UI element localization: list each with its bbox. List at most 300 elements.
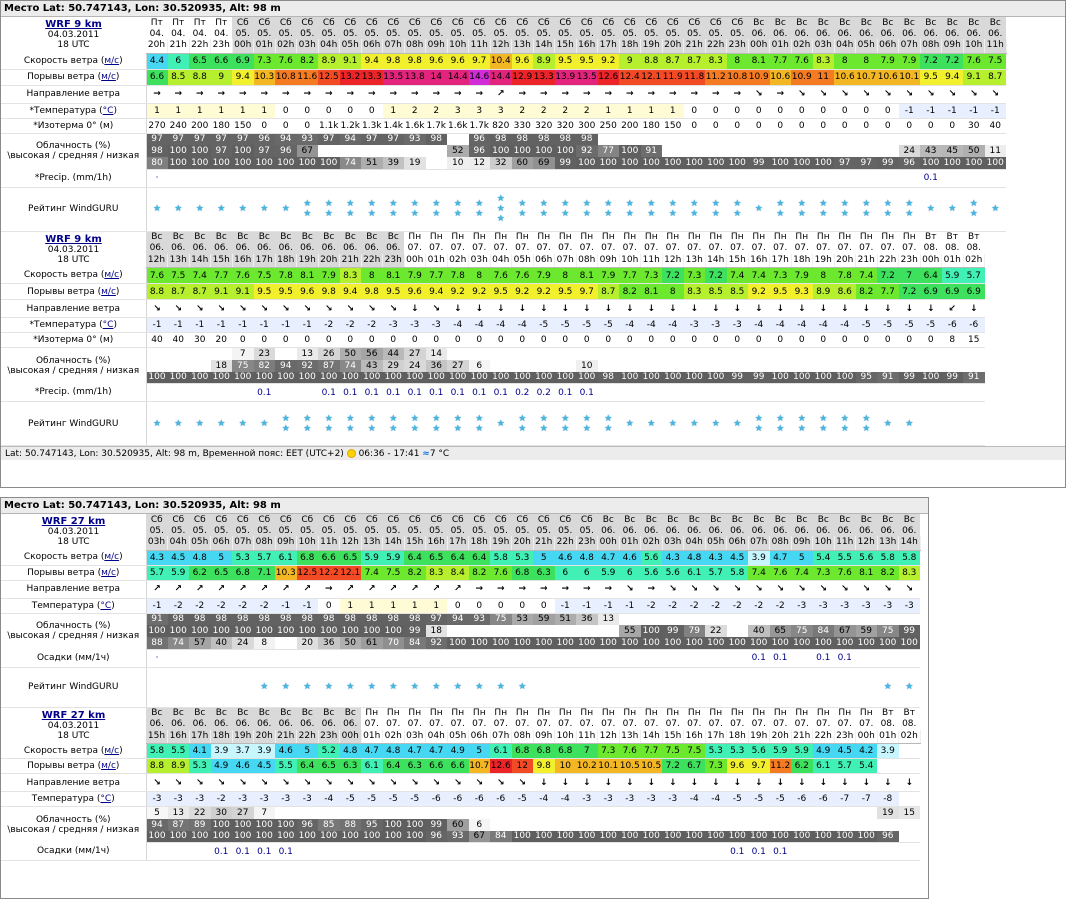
temperature-cell: -1 (146, 598, 168, 613)
wind-direction-arrow-icon: → (404, 85, 426, 103)
date-cell: 06. (985, 28, 1007, 39)
cloud-high-cell: 56 (361, 348, 383, 360)
isotherm-cell: 150 (232, 118, 254, 133)
panel-footer (1, 446, 1065, 460)
cloud-mid-cell (727, 360, 749, 372)
isotherm-cell: 0 (469, 333, 491, 348)
temperature-cell: 0 (469, 598, 491, 613)
cloud-low-cell: 100 (318, 831, 340, 843)
temperature-unit-link[interactable]: °C (100, 600, 112, 611)
date-cell: 06. (318, 243, 340, 254)
day-cell: Вс (834, 514, 856, 525)
wind-gust-cell: 8.6 (834, 284, 856, 300)
wind-speed-cell: 7.4 (189, 268, 211, 284)
day-cell: Пн (598, 232, 620, 243)
wind-gust-cell: 12.5 (318, 69, 340, 85)
precipitation-cell (791, 384, 813, 402)
temperature-cell: 0 (770, 103, 792, 118)
date-cell: 07. (490, 243, 512, 254)
cloud-high-cell (834, 348, 856, 360)
precipitation-cell (598, 384, 620, 402)
wind-speed-cell: 8.2 (297, 53, 319, 69)
hour-cell: 11h (985, 39, 1007, 53)
wind-gust-unit-link[interactable]: м/с (101, 72, 116, 82)
day-cell: Сб (684, 17, 706, 28)
wind-speed-cell: 6.5 (189, 53, 211, 69)
temperature-cell: 0 (275, 103, 297, 118)
hour-cell: 01h (361, 730, 383, 744)
day-cell: Пн (426, 232, 448, 243)
precipitation-text: Осадки (мм/1ч) (36, 846, 110, 857)
cloud-mid-cell: 67 (297, 145, 319, 157)
day-cell: Вс (920, 17, 942, 28)
wind-gust-cell: 8.7 (189, 284, 211, 300)
hour-cell: 08h (254, 536, 276, 550)
wind-gust-cell: 14.4 (447, 69, 469, 85)
wind-gust-cell: 7.2 (662, 759, 684, 774)
isotherm-cell: 330 (512, 118, 534, 133)
hour-cell: 04h (318, 39, 340, 53)
temperature-cell: -2 (340, 318, 362, 333)
day-cell: Сб (598, 17, 620, 28)
date-cell: 07. (447, 719, 469, 730)
precipitation-cell (490, 649, 512, 667)
wind-gust-cell: 6.6 (426, 759, 448, 774)
wind-speed-cell: 9.8 (404, 53, 426, 69)
cloud-low-cell: 100 (555, 637, 577, 649)
precipitation-cell (598, 843, 620, 861)
precipitation-cell (791, 843, 813, 861)
hour-cell: 20h (512, 536, 534, 550)
day-cell: Пн (770, 708, 792, 719)
cloud-high-cell (727, 613, 749, 625)
cloud-low-cell: 100 (232, 372, 254, 384)
precipitation-cell (899, 649, 921, 667)
hour-cell: 19h (297, 254, 319, 268)
rating-star-icon: ★ (383, 667, 405, 707)
cloud-high-cell: 93 (297, 133, 319, 145)
day-cell: Вс (297, 708, 319, 719)
wind-speed-cell: 6.4 (920, 268, 942, 284)
cloud-high-cell: 19 (877, 807, 899, 819)
temperature-cell: -3 (168, 792, 190, 807)
hour-cell: 16h (168, 730, 190, 744)
cloud-low-cell: 100 (189, 372, 211, 384)
cloud-mid-cell (877, 360, 899, 372)
cloud-low-cell: 100 (469, 372, 491, 384)
cloud-low-cell: 100 (189, 831, 211, 843)
date-cell: 07. (619, 243, 641, 254)
temperature-cell: -3 (275, 792, 297, 807)
temperature-cell: -3 (426, 318, 448, 333)
cloud-low-cell: 100 (383, 372, 405, 384)
cloud-high-cell: 97 (232, 133, 254, 145)
cloud-mid-cell (684, 819, 706, 831)
wind-gust-cell: 9.6 (727, 759, 749, 774)
day-cell: Вс (684, 514, 706, 525)
date-cell: 08. (942, 243, 964, 254)
temperature-cell: -2 (211, 598, 233, 613)
hour-cell: 14h (641, 730, 663, 744)
temperature-cell: -4 (834, 318, 856, 333)
date-cell: 06. (877, 525, 899, 536)
day-cell: Пн (619, 708, 641, 719)
day-cell: Вс (146, 708, 168, 719)
cloud-high-cell (533, 807, 555, 819)
wind-direction-arrow-icon: ↓ (813, 300, 835, 318)
wind-speed-cell: 7.2 (942, 53, 964, 69)
precipitation-cell (512, 169, 534, 187)
wind-direction-arrow-icon: ↘ (189, 300, 211, 318)
temperature-cell: -1 (146, 318, 168, 333)
cloud-high-cell: 23 (254, 348, 276, 360)
cloud-low-cell: 69 (533, 157, 555, 169)
cloud-high-cell (770, 133, 792, 145)
wind-direction-arrow-icon: ↘ (899, 85, 921, 103)
wind-gust-cell: 8.3 (899, 565, 921, 580)
model-link[interactable]: WRF 27 km (41, 516, 106, 527)
cloud-high-cell (727, 348, 749, 360)
wind-speed-cell: 4.7 (404, 744, 426, 759)
day-cell: Пн (598, 708, 620, 719)
cloud-low-cell: 100 (383, 831, 405, 843)
day-cell: Сб (533, 514, 555, 525)
precipitation-cell: 0.1 (426, 384, 448, 402)
wind-gust-cell: 9.5 (920, 69, 942, 85)
wind-speed-unit-link[interactable]: м/с (104, 55, 120, 66)
date-cell: 06. (340, 243, 362, 254)
hour-cell: 20h (254, 730, 276, 744)
model-link[interactable]: WRF 27 km (41, 709, 106, 721)
rating-star-icon: ★ ★ (791, 402, 813, 446)
hour-cell: 03h (297, 39, 319, 53)
wind-gust-cell: 5.4 (856, 759, 878, 774)
precipitation-cell (705, 649, 727, 667)
cloud-mid-cell: 50 (963, 145, 985, 157)
rating-star-icon (641, 667, 663, 707)
hour-cell: 14h (383, 536, 405, 550)
cloud-high-cell (619, 348, 641, 360)
rating-star-icon: ★ ★ (361, 402, 383, 446)
wind-gust-cell: 8.2 (856, 284, 878, 300)
cloud-mid-cell: 43 (920, 145, 942, 157)
wind-speed-unit-link[interactable]: м/с (104, 745, 120, 756)
precipitation-cell (297, 169, 319, 187)
wind-gust-cell: 11.9 (662, 69, 684, 85)
cloud-mid-cell: 97 (254, 145, 276, 157)
rating-star-icon: ★ ★ (748, 402, 770, 446)
cloud-high-cell: 53 (512, 613, 534, 625)
cloud-high-cell (856, 613, 878, 625)
wind-speed-cell: 6.8 (297, 550, 319, 565)
wind-gust-cell: 6.2 (189, 565, 211, 580)
cloud-low-cell: 100 (942, 157, 964, 169)
wind-gust-cell: 11 (813, 69, 835, 85)
wind-gust-unit-link[interactable]: м/с (101, 761, 116, 771)
day-cell: Сб (641, 17, 663, 28)
rating-star-icon: ★ ★ (533, 187, 555, 231)
hour-cell: 23h (383, 254, 405, 268)
rating-star-icon: ★ ★ (555, 187, 577, 231)
day-cell: Сб (426, 17, 448, 28)
wind-gust-unit-link[interactable]: м/с (101, 286, 116, 297)
model-link[interactable]: WRF 9 km (45, 19, 102, 30)
hour-cell: 15h (146, 730, 168, 744)
wind-gust-cell: 9.7 (748, 759, 770, 774)
precipitation-cell (189, 649, 211, 667)
cloud-high-cell (340, 807, 362, 819)
day-cell: Пн (705, 232, 727, 243)
wind-direction-arrow-icon: → (447, 85, 469, 103)
isotherm-cell: 1.4k (383, 118, 405, 133)
cloud-low-cell: 99 (555, 157, 577, 169)
temperature-cell: -1 (275, 598, 297, 613)
cloud-high-cell: 98 (426, 133, 448, 145)
temperature-cell: 1 (383, 103, 405, 118)
wind-speed-cell: 4.2 (856, 744, 878, 759)
rating-star-icon: ★ (146, 402, 168, 446)
temperature-cell: -3 (684, 318, 706, 333)
precipitation-cell (404, 169, 426, 187)
precipitation-cell: 0.2 (512, 384, 534, 402)
cloud-mid-cell (877, 819, 899, 831)
date-cell: 05. (576, 525, 598, 536)
cloud-low-cell: 100 (168, 831, 190, 843)
date-cell: 07. (512, 243, 534, 254)
wind-direction-arrow-icon: → (254, 85, 276, 103)
temperature-cell: 1 (641, 103, 663, 118)
cloud-mid-cell (877, 145, 899, 157)
wind-speed-cell: 7.6 (619, 744, 641, 759)
hour-cell: 22h (555, 536, 577, 550)
wind-speed-cell: 7.7 (641, 744, 663, 759)
isotherm-cell: 1.7k (426, 118, 448, 133)
hour-cell: 02h (383, 730, 405, 744)
date-cell: 07. (598, 243, 620, 254)
wind-speed-cell: 7.9 (877, 53, 899, 69)
cloud-high-cell: 98 (168, 613, 190, 625)
precipitation-cell (619, 649, 641, 667)
precipitation-cell: 0.1 (275, 843, 297, 861)
wind-direction-arrow-icon: ↘ (297, 300, 319, 318)
date-cell: 07. (533, 243, 555, 254)
precipitation-cell: 0.1 (813, 649, 835, 667)
temperature-unit-link[interactable]: °C (100, 794, 112, 804)
temperature-cell: 0 (748, 103, 770, 118)
cloud-mid-cell: 75 (877, 625, 899, 637)
hour-cell: 19h (748, 730, 770, 744)
wind-direction-arrow-icon: → (727, 85, 749, 103)
cloud-high-cell (770, 613, 792, 625)
cloud-low-cell: 32 (490, 157, 512, 169)
day-cell: Вс (340, 232, 362, 243)
precipitation-cell (340, 843, 362, 861)
cloud-mid-cell: 100 (533, 145, 555, 157)
cloud-low-cell: 100 (168, 157, 190, 169)
cloud-low-cell: 84 (404, 637, 426, 649)
wind-gust-cell: 10.5 (641, 759, 663, 774)
wind-direction-arrow-icon: ↗ (490, 85, 512, 103)
day-cell: Сб (469, 514, 491, 525)
rating-star-icon: ★ (619, 402, 641, 446)
isotherm-cell: 15 (963, 333, 985, 348)
day-cell: Вс (168, 708, 190, 719)
precipitation-cell (447, 169, 469, 187)
cloud-low-cell: 100 (254, 157, 276, 169)
temperature-cell: -3 (383, 318, 405, 333)
date-cell: 06. (598, 525, 620, 536)
rating-star-icon (576, 667, 598, 707)
date-cell: 08. (963, 243, 985, 254)
temperature-cell: -3 (404, 318, 426, 333)
hour-cell: 05h (705, 536, 727, 550)
isotherm-cell: 0 (727, 118, 749, 133)
date-cell: 05. (705, 28, 727, 39)
precipitation-cell (791, 649, 813, 667)
rating-star-icon: ★ (877, 667, 899, 707)
wind-gust-cell: 11.6 (297, 69, 319, 85)
wind-direction-arrow-icon: ↘ (426, 300, 448, 318)
temperature-cell: 1 (146, 103, 168, 118)
cloud-mid-cell: 94 (275, 360, 297, 372)
temperature-cell: 0 (447, 598, 469, 613)
isotherm-cell: 0 (684, 333, 706, 348)
wind-gust-cell: 6.2 (791, 759, 813, 774)
cloud-high-cell (469, 348, 491, 360)
cloud-high-cell (576, 348, 598, 360)
wind-speed-cell: 5.9 (361, 550, 383, 565)
rating-star-icon: ★ (705, 402, 727, 446)
wind-direction-arrow-icon: ↓ (791, 774, 813, 792)
wind-gust-cell: 9.4 (232, 69, 254, 85)
model-link[interactable]: WRF 9 km (45, 233, 102, 245)
precipitation-cell (598, 169, 620, 187)
day-cell: Сб (275, 514, 297, 525)
day-cell: Пн (490, 708, 512, 719)
wind-gust-cell: 10 (555, 759, 577, 774)
wind-gust-cell: 6.4 (383, 759, 405, 774)
day-cell: Сб (383, 17, 405, 28)
hour-cell: 09h (942, 39, 964, 53)
wind-gust-cell: 8.2 (619, 284, 641, 300)
wind-speed-unit-link[interactable]: м/с (104, 270, 120, 281)
day-cell: Вс (318, 708, 340, 719)
wind-speed-cell: 9.7 (469, 53, 491, 69)
cloud-mid-cell (920, 360, 942, 372)
hour-cell: 07h (899, 39, 921, 53)
cloud-low-cell: 91 (877, 372, 899, 384)
day-cell: Сб (512, 17, 534, 28)
temperature-cell: -6 (813, 792, 835, 807)
rating-star-icon: ★ ★ (533, 402, 555, 446)
date-cell: 07. (877, 243, 899, 254)
cloud-low-cell: 100 (619, 157, 641, 169)
temperature-cell: -6 (942, 318, 964, 333)
cloud-low-cell: 100 (662, 831, 684, 843)
date-cell: 05. (275, 28, 297, 39)
cloud-mid-cell: 100 (512, 145, 534, 157)
temperature-cell: -5 (598, 318, 620, 333)
wind-gust-cell: 9.2 (748, 284, 770, 300)
wind-gust-cell: 6 (555, 565, 577, 580)
date-cell: 05. (469, 28, 491, 39)
rating-star-icon: ★ ★ (619, 187, 641, 231)
date-cell: 07. (404, 719, 426, 730)
precipitation-cell (469, 169, 491, 187)
date-cell: 08. (877, 719, 899, 730)
precipitation-cell (469, 843, 491, 861)
wind-speed-unit-link[interactable]: м/с (104, 552, 120, 563)
precipitation-cell (404, 649, 426, 667)
wind-speed-cell: 7.9 (404, 268, 426, 284)
cloud-high-cell (447, 348, 469, 360)
wind-gust-cell: 8.1 (641, 284, 663, 300)
cloud-high-cell: 98 (340, 613, 362, 625)
wind-speed-text: Скорость ветра (23, 745, 98, 756)
cloud-low-cell: 99 (899, 372, 921, 384)
temperature-unit-link[interactable]: °C (102, 105, 114, 116)
temperature-cell: -3 (576, 792, 598, 807)
day-cell: Вс (275, 708, 297, 719)
day-cell: Пт (168, 17, 190, 28)
hour-cell: 11h (834, 536, 856, 550)
wind-speed-cell: 4.8 (340, 744, 362, 759)
precipitation-cell (856, 384, 878, 402)
day-cell: Сб (555, 514, 577, 525)
hour-cell: 18h (275, 254, 297, 268)
cloud-low-cell: 100 (555, 831, 577, 843)
cloud-high-cell (533, 348, 555, 360)
day-cell: Сб (705, 17, 727, 28)
rating-star-icon: ★ (662, 402, 684, 446)
wind-direction-arrow-icon: ↓ (856, 300, 878, 318)
rating-star-icon (555, 667, 577, 707)
precipitation-cell: · (146, 649, 168, 667)
cloud-high-cell (899, 613, 921, 625)
rating-star-icon: ★ (254, 187, 276, 231)
cloud-low-cell: 100 (619, 831, 641, 843)
cloud-high-cell (705, 807, 727, 819)
wind-gust-cell: 5.9 (168, 565, 190, 580)
precipitation-cell (641, 843, 663, 861)
date-cell: 05. (361, 525, 383, 536)
date-cell: 05. (598, 28, 620, 39)
cloud-title-text: Облачность (%) (35, 355, 111, 366)
wind-gust-unit-link[interactable]: м/с (101, 567, 116, 578)
isotherm-cell: 0 (770, 333, 792, 348)
hour-cell: 20h (146, 39, 168, 53)
cloud-high-cell (598, 807, 620, 819)
wind-speed-cell: 7.6 (963, 53, 985, 69)
temperature-unit-link[interactable]: °C (102, 320, 114, 330)
wind-gust-label: Порывы ветра (м/с) (1, 565, 146, 580)
date-cell: 05. (641, 28, 663, 39)
cloud-mid-cell (318, 145, 340, 157)
precipitation-cell: 0.1 (361, 384, 383, 402)
temperature-cell: 2 (404, 103, 426, 118)
date-cell: 06. (684, 525, 706, 536)
day-cell: Вс (899, 514, 921, 525)
wind-speed-cell: 7.3 (254, 53, 276, 69)
hour-cell: 10h (963, 39, 985, 53)
precipitation-cell: 0.1 (748, 843, 770, 861)
cloud-mid-cell (533, 625, 555, 637)
wind-speed-cell: 7.6 (512, 268, 534, 284)
rating-star-icon: ★ (490, 402, 512, 446)
wind-direction-arrow-icon: ↓ (512, 300, 534, 318)
precipitation-cell (512, 649, 534, 667)
rating-star-icon: ★ ★ (684, 187, 706, 231)
